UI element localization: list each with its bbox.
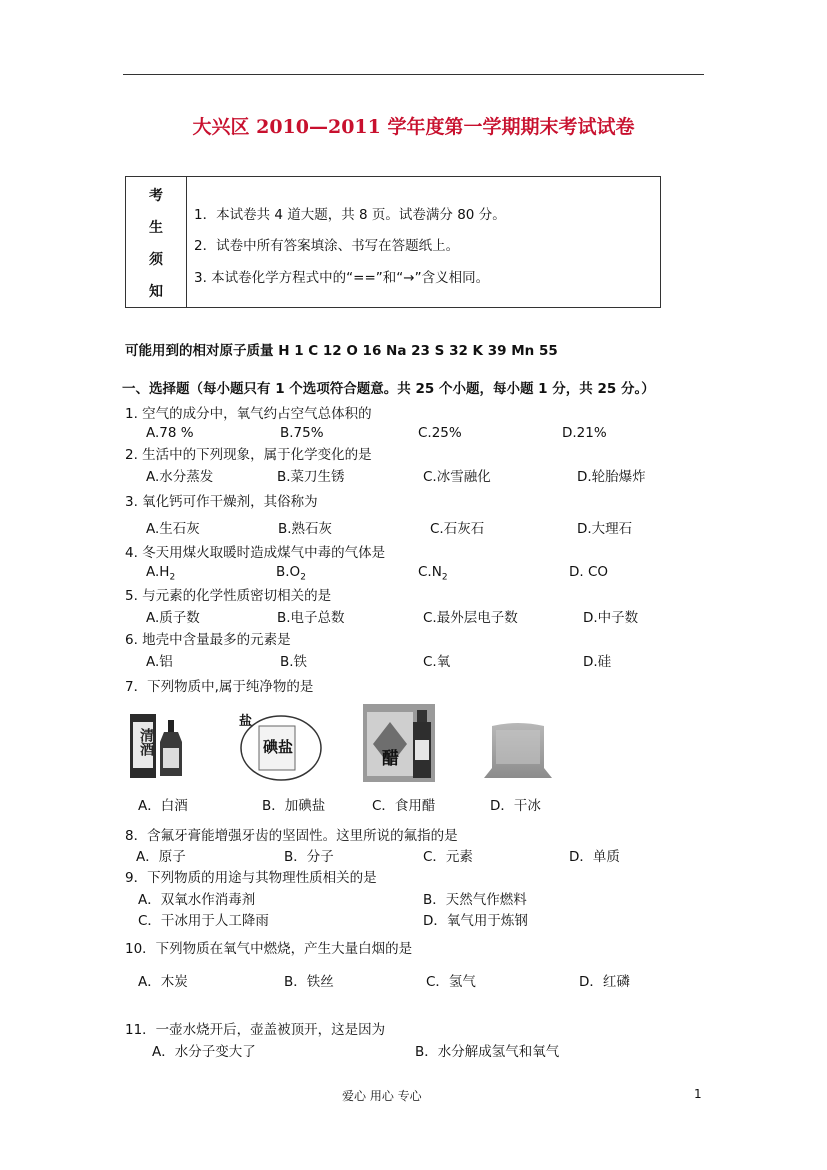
option: B．加碘盐 bbox=[262, 798, 326, 814]
notice-label-char: 考 bbox=[149, 188, 163, 204]
question-stem: 8．含氟牙膏能增强牙齿的坚固性。这里所说的氟指的是 bbox=[125, 828, 458, 844]
option: C.最外层电子数 bbox=[423, 610, 518, 626]
option: D．干冰 bbox=[490, 798, 541, 814]
subscript: 2 bbox=[441, 572, 448, 583]
option: B.熟石灰 bbox=[278, 521, 333, 537]
liquor-bottle-image bbox=[128, 708, 192, 780]
option: C．氢气 bbox=[426, 974, 476, 990]
dry-ice-image bbox=[482, 720, 554, 782]
subscript: 2 bbox=[169, 572, 176, 583]
salt-main-label: 碘盐 bbox=[263, 738, 294, 756]
option-text: A.H bbox=[146, 564, 170, 580]
notice-label-char: 生 bbox=[149, 220, 163, 236]
option-n2 bbox=[418, 564, 448, 583]
option: A.铝 bbox=[146, 654, 173, 670]
option: D.中子数 bbox=[583, 610, 639, 626]
salt-top-label: 盐 bbox=[239, 714, 253, 729]
option: A.质子数 bbox=[146, 610, 200, 626]
option: B．分子 bbox=[284, 849, 334, 865]
option: D.轮胎爆炸 bbox=[577, 469, 646, 485]
option: A．原子 bbox=[136, 849, 186, 865]
notice-box bbox=[125, 176, 661, 308]
notice-item: 1．本试卷共 4 道大题，共 8 页。试卷满分 80 分。 bbox=[194, 207, 506, 223]
option: D.21% bbox=[562, 425, 607, 441]
vinegar-label: 醋 bbox=[382, 749, 399, 769]
option: A．水分子变大了 bbox=[152, 1044, 256, 1060]
iodized-salt-image bbox=[235, 708, 323, 782]
option: B．天然气作燃料 bbox=[423, 892, 527, 908]
page-number: 1 bbox=[694, 1087, 702, 1101]
option: B.铁 bbox=[280, 654, 308, 670]
option: D．红磷 bbox=[579, 974, 630, 990]
option: A.78 % bbox=[146, 425, 194, 441]
question-stem: 1. 空气的成分中，氧气约占空气总体积的 bbox=[125, 406, 372, 422]
option-o2 bbox=[276, 564, 306, 583]
option-text: C.N bbox=[418, 564, 442, 580]
option: C．元素 bbox=[423, 849, 473, 865]
option: D．单质 bbox=[569, 849, 620, 865]
subscript: 2 bbox=[300, 572, 306, 583]
question-stem: 7．下列物质中,属于纯净物的是 bbox=[125, 679, 314, 695]
notice-label-char: 须 bbox=[149, 252, 163, 268]
question-stem: 4. 冬天用煤火取暖时造成煤气中毒的气体是 bbox=[125, 545, 386, 561]
option: D．氧气用于炼钢 bbox=[423, 913, 528, 929]
option: B.菜刀生锈 bbox=[277, 469, 345, 485]
question-stem: 5. 与元素的化学性质密切相关的是 bbox=[125, 588, 332, 604]
question-stem: 2. 生活中的下列现象，属于化学变化的是 bbox=[125, 447, 372, 463]
option: B.75% bbox=[280, 425, 324, 441]
option: D. CO bbox=[569, 564, 609, 580]
option: A.水分蒸发 bbox=[146, 469, 214, 485]
notice-item: 2．试卷中所有答案填涂、书写在答题纸上。 bbox=[194, 238, 460, 254]
option-text: B.O bbox=[276, 564, 301, 580]
option: D.硅 bbox=[583, 654, 612, 670]
option: C.冰雪融化 bbox=[423, 469, 491, 485]
question-stem: 3. 氧化钙可作干燥剂，其俗称为 bbox=[125, 494, 318, 510]
notice-label-char: 知 bbox=[149, 284, 163, 300]
option: B.电子总数 bbox=[277, 610, 345, 626]
option: D.大理石 bbox=[577, 521, 633, 537]
option: A．白酒 bbox=[138, 798, 188, 814]
notice-label bbox=[126, 177, 187, 307]
option: C.25% bbox=[418, 425, 462, 441]
option: C.石灰石 bbox=[430, 521, 485, 537]
footer-motto: 爱心 用心 专心 bbox=[342, 1089, 422, 1103]
atomic-mass-line: 可能用到的相对原子质量 H 1 C 12 O 16 Na 23 S 32 K 39 Mn 55 bbox=[125, 343, 558, 359]
header-rule bbox=[123, 74, 704, 75]
option: B．铁丝 bbox=[284, 974, 334, 990]
option: A．木炭 bbox=[138, 974, 188, 990]
section-heading: 一、选择题（每小题只有 1 个选项符合题意。共 25 个小题，每小题 1 分，共 25 分。） bbox=[122, 381, 655, 397]
vinegar-image bbox=[363, 704, 435, 782]
question-stem: 11．一壶水烧开后，壶盖被顶开，这是因为 bbox=[125, 1022, 386, 1038]
exam-title: 大兴区 2010—2011 学年度第一学期期末考试试卷 bbox=[192, 116, 635, 138]
option: A．双氧水作消毒剂 bbox=[138, 892, 256, 908]
option: A.生石灰 bbox=[146, 521, 200, 537]
question-stem: 6. 地壳中含量最多的元素是 bbox=[125, 632, 291, 648]
option: B．水分解成氢气和氧气 bbox=[415, 1044, 560, 1060]
option: C．食用醋 bbox=[372, 798, 436, 814]
liquor-label: 清酒 bbox=[138, 728, 154, 756]
question-stem: 10．下列物质在氧气中燃烧，产生大量白烟的是 bbox=[125, 941, 413, 957]
question-stem: 9．下列物质的用途与其物理性质相关的是 bbox=[125, 870, 377, 886]
option: C.氧 bbox=[423, 654, 451, 670]
notice-item: 3. 本试卷化学方程式中的“==”和“→”含义相同。 bbox=[194, 270, 490, 286]
option: C．干冰用于人工降雨 bbox=[138, 913, 269, 929]
option-h2 bbox=[146, 564, 175, 583]
